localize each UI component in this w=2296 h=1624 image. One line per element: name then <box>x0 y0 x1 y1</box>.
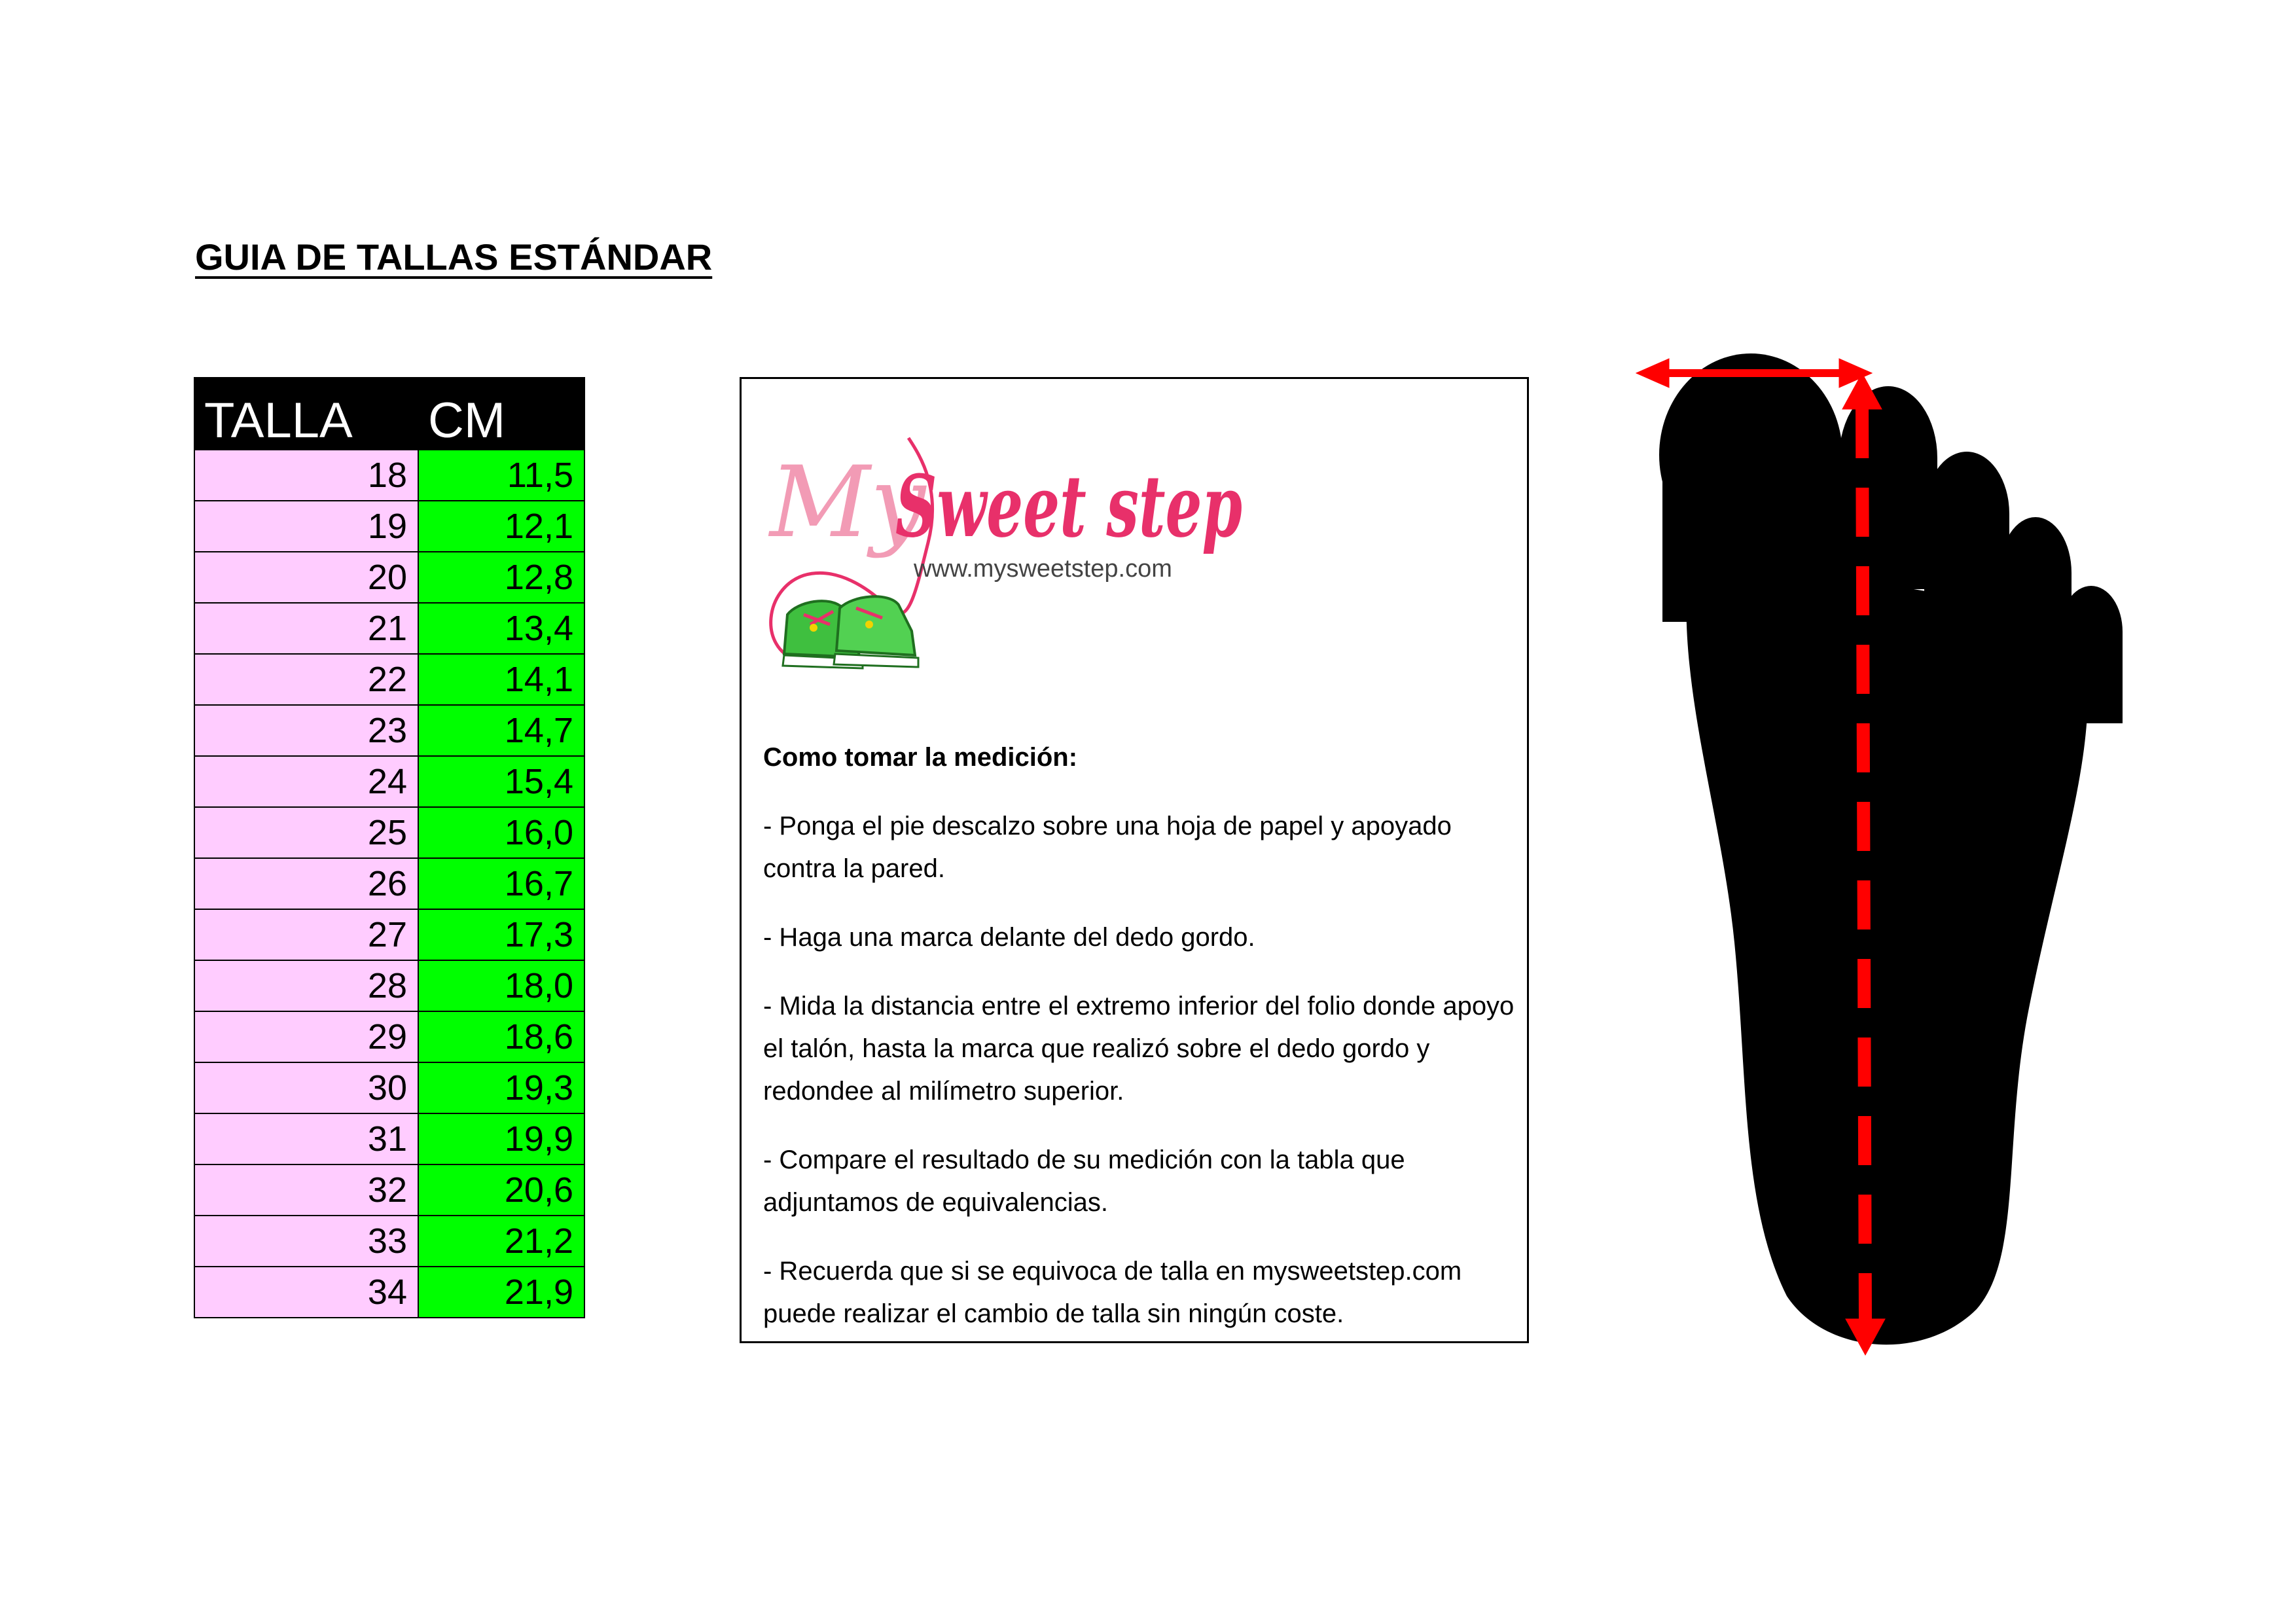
page-title: GUIA DE TALLAS ESTÁNDAR <box>195 236 713 278</box>
instruction-step: - Haga una marca delante del dedo gordo. <box>763 923 1255 952</box>
instructions-text <box>763 736 1516 1362</box>
talla-cell: 31 <box>194 1113 418 1164</box>
mysweetstep-logo <box>758 399 1255 674</box>
cm-cell: 12,8 <box>418 552 584 603</box>
cm-cell: 18,0 <box>418 960 584 1011</box>
size-table-body <box>194 450 584 1318</box>
logo-my: My <box>770 446 926 560</box>
cm-cell: 17,3 <box>418 909 584 960</box>
cm-cell: 21,9 <box>418 1267 584 1318</box>
table-row <box>194 807 584 858</box>
cm-cell: 18,6 <box>418 1011 584 1062</box>
table-row <box>194 501 584 552</box>
header-talla: TALLA <box>194 378 418 450</box>
foot-silhouette-icon <box>1636 353 2134 1362</box>
logo-url: www.mysweetstep.com <box>914 555 1172 583</box>
table-row <box>194 552 584 603</box>
cm-cell: 13,4 <box>418 603 584 654</box>
table-row <box>194 1011 584 1062</box>
cm-cell: 14,1 <box>418 654 584 705</box>
table-row <box>194 1267 584 1318</box>
cm-cell: 12,1 <box>418 501 584 552</box>
cm-cell: 15,4 <box>418 756 584 807</box>
instruction-step: - Mida la distancia entre el extremo inferior del folio donde apoyo el talón, hasta la marca que realizó sobre el dedo gordo y redondee al milímetro superior. <box>763 992 1515 1106</box>
talla-cell: 25 <box>194 807 418 858</box>
table-row <box>194 654 584 705</box>
cm-cell: 19,9 <box>418 1113 584 1164</box>
cm-cell: 16,7 <box>418 858 584 909</box>
table-row <box>194 1113 584 1164</box>
instruction-step: - Ponga el pie descalzo sobre una hoja de papel y apoyado contra la pared. <box>763 812 1452 883</box>
table-row <box>194 960 584 1011</box>
table-row <box>194 858 584 909</box>
table-row <box>194 1164 584 1216</box>
table-row <box>194 1062 584 1113</box>
cm-cell: 20,6 <box>418 1164 584 1216</box>
talla-cell: 27 <box>194 909 418 960</box>
instructions-heading: Como tomar la medición: <box>763 743 1078 772</box>
header-cm: CM <box>418 378 584 450</box>
table-row <box>194 1216 584 1267</box>
size-table-header <box>194 378 584 450</box>
talla-cell: 26 <box>194 858 418 909</box>
cm-cell: 16,0 <box>418 807 584 858</box>
talla-cell: 20 <box>194 552 418 603</box>
instruction-step: - Compare el resultado de su medición con la tabla que adjuntamos de equivalencias. <box>763 1146 1405 1217</box>
talla-cell: 30 <box>194 1062 418 1113</box>
talla-cell: 33 <box>194 1216 418 1267</box>
cm-cell: 14,7 <box>418 705 584 756</box>
talla-cell: 24 <box>194 756 418 807</box>
talla-cell: 34 <box>194 1267 418 1318</box>
table-row <box>194 705 584 756</box>
foot-sole <box>1686 563 2088 1344</box>
cm-cell: 11,5 <box>418 450 584 501</box>
talla-cell: 19 <box>194 501 418 552</box>
table-row <box>194 909 584 960</box>
size-table <box>194 377 585 1318</box>
instructions-box <box>740 377 1529 1343</box>
talla-cell: 29 <box>194 1011 418 1062</box>
table-row <box>194 756 584 807</box>
table-row <box>194 603 584 654</box>
cm-cell: 19,3 <box>418 1062 584 1113</box>
talla-cell: 22 <box>194 654 418 705</box>
talla-cell: 18 <box>194 450 418 501</box>
talla-cell: 21 <box>194 603 418 654</box>
instruction-step: - Recuerda que si se equivoca de talla en mysweetstep.com puede realizar el cambio de talla sin ningún coste. <box>763 1257 1462 1328</box>
logo-sweetstep: Sweet step <box>895 456 1242 556</box>
sneakers-icon <box>783 596 918 668</box>
cm-cell: 21,2 <box>418 1216 584 1267</box>
talla-cell: 32 <box>194 1164 418 1216</box>
table-row <box>194 450 584 501</box>
talla-cell: 23 <box>194 705 418 756</box>
talla-cell: 28 <box>194 960 418 1011</box>
